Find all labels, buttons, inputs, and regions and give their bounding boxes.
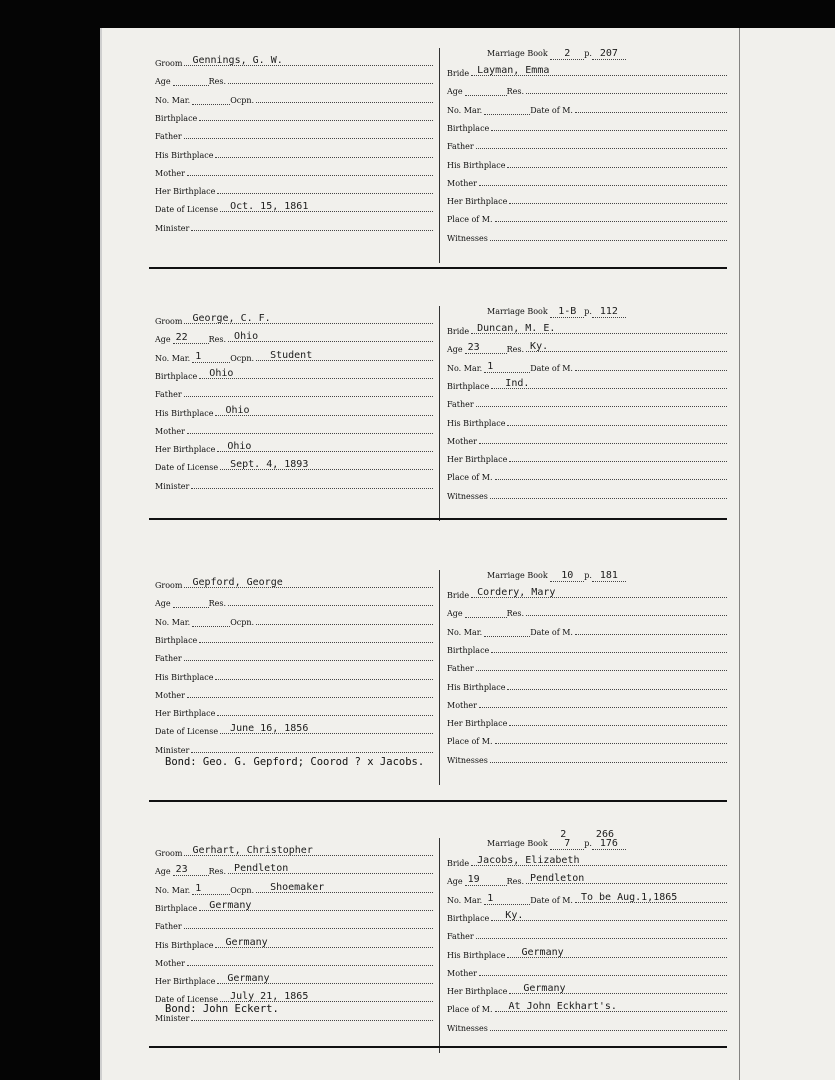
field-label: Age	[447, 87, 463, 97]
bride-age-res-row	[447, 82, 727, 96]
bride-age-res-row	[447, 604, 727, 618]
groom-mar-ocpn-row	[155, 349, 433, 363]
field-label: Mother	[155, 958, 185, 968]
bride-his-birthplace-row	[447, 414, 727, 428]
bride-birthplace: Ky.	[505, 909, 524, 921]
bride-place-of-m-row	[447, 210, 727, 224]
groom-occupation: Shoemaker	[270, 881, 325, 893]
page-number-alt: 266	[595, 829, 614, 840]
bride-mother-row	[447, 964, 727, 978]
bride-age-res-row	[447, 340, 727, 354]
bride-mother-row	[447, 696, 727, 710]
field-label: Ocpn.	[230, 617, 255, 627]
field-label: Age	[447, 877, 463, 887]
groom-his-birthplace: Ohio	[225, 404, 250, 416]
book-number-wrap	[550, 829, 584, 850]
groom-birthplace-row	[155, 367, 433, 381]
bride-place-of-m: At John Eckhart's.	[508, 1001, 617, 1013]
field-label: Res.	[506, 609, 525, 619]
field-label: Witnesses	[447, 1023, 488, 1033]
groom-her-birthplace-row	[155, 704, 433, 718]
groom-her-birthplace-row	[155, 440, 433, 454]
page-label: p.	[584, 307, 592, 316]
field-label: Place of M.	[447, 1005, 493, 1015]
bride-age-res-row	[447, 872, 727, 886]
field-label: His Birthplace	[155, 940, 214, 950]
bride-father-row	[447, 659, 727, 673]
marriage-book-ref	[487, 306, 626, 318]
bride-witnesses-row	[447, 229, 727, 243]
field-label: Father	[447, 142, 474, 152]
page-number-wrap	[592, 48, 626, 60]
field-label: Father	[155, 390, 182, 400]
field-label: Father	[155, 132, 182, 142]
groom-age-res-row	[155, 72, 433, 86]
groom-minister-row	[155, 219, 433, 233]
bride-mar-date-row	[447, 359, 727, 373]
book-number: 7	[564, 838, 571, 849]
bride-res: Pendleton	[530, 873, 585, 885]
groom-her-birthplace: Ohio	[227, 441, 252, 453]
bride-her-birthplace-row	[447, 982, 727, 996]
groom-mar-ocpn-row	[155, 91, 433, 105]
bond-note: Bond: Geo. G. Gepford; Coorod ? x Jacobs.	[165, 756, 425, 768]
page-number: 207	[599, 48, 618, 59]
field-label: His Birthplace	[155, 408, 214, 418]
field-label: Res.	[208, 335, 227, 345]
groom-date-of-license: June 16, 1856	[230, 723, 309, 735]
groom-father-row	[155, 917, 433, 931]
field-label: His Birthplace	[447, 682, 506, 692]
record-separator	[149, 267, 727, 269]
page-number-wrap	[592, 306, 626, 318]
book-number-alt: 2	[560, 829, 567, 840]
field-label: Date of M.	[530, 895, 573, 905]
bride-her-birthplace-row	[447, 714, 727, 728]
field-label: Birthplace	[155, 113, 198, 123]
bride-birthplace-row	[447, 909, 727, 923]
field-label: Date of M.	[530, 627, 573, 637]
bride-her-birthplace: Germany	[523, 983, 566, 995]
field-label: Res.	[208, 867, 227, 877]
bride-place-of-m-row	[447, 732, 727, 746]
marriage-book-ref	[487, 829, 626, 850]
groom-her-birthplace-row	[155, 182, 433, 196]
field-label: Birthplace	[447, 123, 490, 133]
field-label: His Birthplace	[155, 672, 214, 682]
groom-birthplace: Ohio	[209, 367, 234, 379]
field-label: Mother	[447, 968, 477, 978]
field-label: Minister	[155, 223, 190, 233]
field-label: Her Birthplace	[155, 187, 216, 197]
groom-label: Groom	[155, 59, 183, 68]
bride-his-birthplace-row	[447, 156, 727, 170]
field-label: Res.	[506, 877, 525, 887]
groom-date-of-license: July 21, 1865	[230, 991, 309, 1003]
groom-mar-ocpn-row	[155, 881, 433, 895]
bride-father-row	[447, 395, 727, 409]
column-divider	[439, 570, 440, 785]
groom-father-row	[155, 127, 433, 141]
marriage-book-label: Marriage Book	[487, 49, 548, 58]
field-label: Her Birthplace	[447, 455, 508, 465]
page-number: 176	[599, 838, 618, 849]
record-separator	[149, 518, 727, 520]
field-label: Birthplace	[447, 645, 490, 655]
bride-no-mar: 1	[487, 892, 494, 904]
book-number-wrap	[550, 570, 584, 582]
field-label: Her Birthplace	[447, 987, 508, 997]
groom-birthplace-row	[155, 899, 433, 913]
field-label: Birthplace	[155, 903, 198, 913]
bride-date-of-marriage: To be Aug.1,1865	[580, 891, 678, 903]
field-label: Age	[155, 77, 171, 87]
field-label: Her Birthplace	[447, 719, 508, 729]
field-label: Mother	[155, 168, 185, 178]
record-separator	[149, 800, 727, 802]
field-label: Mother	[447, 700, 477, 710]
field-label: Mother	[155, 690, 185, 700]
book-number-wrap	[550, 306, 584, 318]
field-label: Place of M.	[447, 215, 493, 225]
page-label: p.	[584, 571, 592, 580]
field-label: Father	[447, 664, 474, 674]
field-label: Minister	[155, 1013, 190, 1023]
record-separator	[149, 1046, 727, 1048]
groom-his-birthplace-row	[155, 936, 433, 950]
field-label: Father	[447, 932, 474, 942]
groom-label: Groom	[155, 849, 183, 858]
field-label: Minister	[155, 745, 190, 755]
record-sheet	[100, 28, 835, 1080]
field-label: Father	[447, 400, 474, 410]
groom-father-row	[155, 649, 433, 663]
field-label: No. Mar.	[447, 363, 483, 373]
field-label: Her Birthplace	[447, 197, 508, 207]
book-number: 1-B	[558, 306, 577, 317]
bride-mother-row	[447, 174, 727, 188]
field-label: Age	[155, 599, 171, 609]
bride-witnesses-row	[447, 1019, 727, 1033]
field-label: Her Birthplace	[155, 709, 216, 719]
groom-no-mar: 1	[195, 882, 202, 894]
field-label: Age	[155, 867, 171, 877]
groom-birthplace: Germany	[209, 899, 252, 911]
bride-mother-row	[447, 432, 727, 446]
bride-father-row	[447, 927, 727, 941]
groom-his-birthplace-row	[155, 146, 433, 160]
column-divider	[439, 838, 440, 1053]
field-label: Ocpn.	[230, 885, 255, 895]
field-label: His Birthplace	[447, 950, 506, 960]
groom-date-of-license: Oct. 15, 1861	[230, 201, 309, 213]
field-label: No. Mar.	[447, 895, 483, 905]
field-label: Ocpn.	[230, 95, 255, 105]
groom-age-res-row	[155, 862, 433, 876]
bride-witnesses-row	[447, 751, 727, 765]
groom-date-of-license: Sept. 4, 1893	[230, 459, 309, 471]
groom-age-res-row	[155, 330, 433, 344]
groom-name: Gepford, George	[192, 577, 283, 588]
bride-birthplace-row	[447, 377, 727, 391]
groom-occupation: Student	[270, 349, 313, 361]
bride-birthplace: Ind.	[505, 377, 530, 389]
bride-row	[447, 854, 727, 868]
bride-name: Cordery, Mary	[477, 587, 556, 598]
groom-age: 22	[175, 332, 188, 344]
field-label: His Birthplace	[447, 160, 506, 170]
groom-res: Ohio	[234, 331, 259, 343]
groom-his-birthplace-row	[155, 404, 433, 418]
bride-birthplace-row	[447, 641, 727, 655]
field-label: Date of License	[155, 727, 219, 737]
groom-father-row	[155, 385, 433, 399]
field-label: Res.	[506, 87, 525, 97]
bride-mar-date-row	[447, 891, 727, 905]
field-label: Father	[155, 654, 182, 664]
field-label: Birthplace	[447, 381, 490, 391]
groom-row	[155, 576, 433, 590]
groom-row	[155, 54, 433, 68]
page-label: p.	[584, 49, 592, 58]
bride-his-birthplace-row	[447, 678, 727, 692]
marriage-book-label: Marriage Book	[487, 307, 548, 316]
groom-mother-row	[155, 164, 433, 178]
field-label: No. Mar.	[155, 885, 191, 895]
bride-label: Bride	[447, 327, 470, 336]
groom-her-birthplace: Germany	[227, 973, 270, 985]
book-number: 2	[564, 48, 571, 59]
bride-name: Duncan, M. E.	[477, 323, 556, 334]
page-label: p.	[584, 839, 592, 848]
field-label: Age	[155, 335, 171, 345]
field-label: Father	[155, 922, 182, 932]
bride-row	[447, 586, 727, 600]
groom-minister-row	[155, 741, 433, 755]
bride-her-birthplace-row	[447, 450, 727, 464]
field-label: Date of License	[155, 205, 219, 215]
page-number: 181	[599, 570, 618, 581]
field-label: Res.	[506, 345, 525, 355]
field-label: Date of M.	[530, 363, 573, 373]
bride-age: 23	[467, 342, 480, 354]
groom-row	[155, 312, 433, 326]
bride-no-mar: 1	[487, 360, 494, 372]
field-label: Birthplace	[155, 371, 198, 381]
field-label: Date of License	[155, 463, 219, 473]
bride-res: Ky.	[530, 341, 549, 353]
field-label: Place of M.	[447, 473, 493, 483]
groom-mother-row	[155, 954, 433, 968]
bride-row	[447, 322, 727, 336]
groom-mother-row	[155, 686, 433, 700]
bride-place-of-m-row	[447, 1000, 727, 1014]
bride-mar-date-row	[447, 101, 727, 115]
field-label: Res.	[208, 599, 227, 609]
bride-label: Bride	[447, 69, 470, 78]
field-label: Witnesses	[447, 755, 488, 765]
groom-name: Gerhart, Christopher	[192, 845, 313, 856]
bride-name: Layman, Emma	[477, 65, 550, 76]
groom-no-mar: 1	[195, 350, 202, 362]
bride-her-birthplace-row	[447, 192, 727, 206]
bride-age: 19	[467, 874, 480, 886]
bride-father-row	[447, 137, 727, 151]
field-label: Minister	[155, 481, 190, 491]
groom-label: Groom	[155, 317, 183, 326]
field-label: Mother	[155, 426, 185, 436]
field-label: Place of M.	[447, 737, 493, 747]
field-label: Witnesses	[447, 491, 488, 501]
groom-his-birthplace: Germany	[225, 936, 268, 948]
column-divider	[439, 48, 440, 263]
field-label: Age	[447, 345, 463, 355]
groom-name: George, C. F.	[192, 313, 271, 324]
field-label: No. Mar.	[155, 95, 191, 105]
marriage-book-label: Marriage Book	[487, 839, 548, 848]
bride-label: Bride	[447, 859, 470, 868]
bride-place-of-m-row	[447, 468, 727, 482]
field-label: Her Birthplace	[155, 977, 216, 987]
field-label: Date of License	[155, 995, 219, 1005]
field-label: No. Mar.	[447, 105, 483, 115]
bride-row	[447, 64, 727, 78]
groom-birthplace-row	[155, 109, 433, 123]
groom-date-of-license-row	[155, 200, 433, 214]
groom-label: Groom	[155, 581, 183, 590]
groom-mar-ocpn-row	[155, 613, 433, 627]
groom-mother-row	[155, 422, 433, 436]
bride-name: Jacobs, Elizabeth	[477, 855, 580, 866]
field-label: Res.	[208, 77, 227, 87]
groom-age: 23	[175, 864, 188, 876]
bride-mar-date-row	[447, 623, 727, 637]
field-label: His Birthplace	[447, 418, 506, 428]
field-label: Her Birthplace	[155, 445, 216, 455]
field-label: Date of M.	[530, 105, 573, 115]
marriage-book-ref	[487, 48, 626, 60]
page-number: 112	[599, 306, 618, 317]
marriage-book-ref	[487, 570, 626, 582]
groom-his-birthplace-row	[155, 668, 433, 682]
groom-date-of-license-row	[155, 722, 433, 736]
bride-birthplace-row	[447, 119, 727, 133]
page-number-wrap	[592, 570, 626, 582]
field-label: Witnesses	[447, 233, 488, 243]
field-label: Age	[447, 609, 463, 619]
bride-label: Bride	[447, 591, 470, 600]
groom-row	[155, 844, 433, 858]
bride-his-birthplace-row	[447, 946, 727, 960]
groom-birthplace-row	[155, 631, 433, 645]
field-label: Mother	[447, 436, 477, 446]
field-label: No. Mar.	[155, 353, 191, 363]
groom-age-res-row	[155, 594, 433, 608]
book-number: 10	[561, 570, 574, 581]
groom-res: Pendleton	[234, 863, 289, 875]
bride-witnesses-row	[447, 487, 727, 501]
field-label: Mother	[447, 178, 477, 188]
field-label: His Birthplace	[155, 150, 214, 160]
groom-her-birthplace-row	[155, 972, 433, 986]
groom-name: Gennings, G. W.	[192, 55, 283, 66]
bond-note: Bond: John Eckert.	[165, 1003, 279, 1015]
page-number-wrap	[592, 829, 626, 850]
field-label: Birthplace	[447, 913, 490, 923]
column-divider	[439, 306, 440, 521]
marriage-book-label: Marriage Book	[487, 571, 548, 580]
field-label: No. Mar.	[447, 627, 483, 637]
bride-his-birthplace: Germany	[521, 946, 564, 958]
field-label: Birthplace	[155, 635, 198, 645]
field-label: Ocpn.	[230, 353, 255, 363]
groom-minister-row	[155, 477, 433, 491]
groom-date-of-license-row	[155, 458, 433, 472]
field-label: No. Mar.	[155, 617, 191, 627]
book-number-wrap	[550, 48, 584, 60]
